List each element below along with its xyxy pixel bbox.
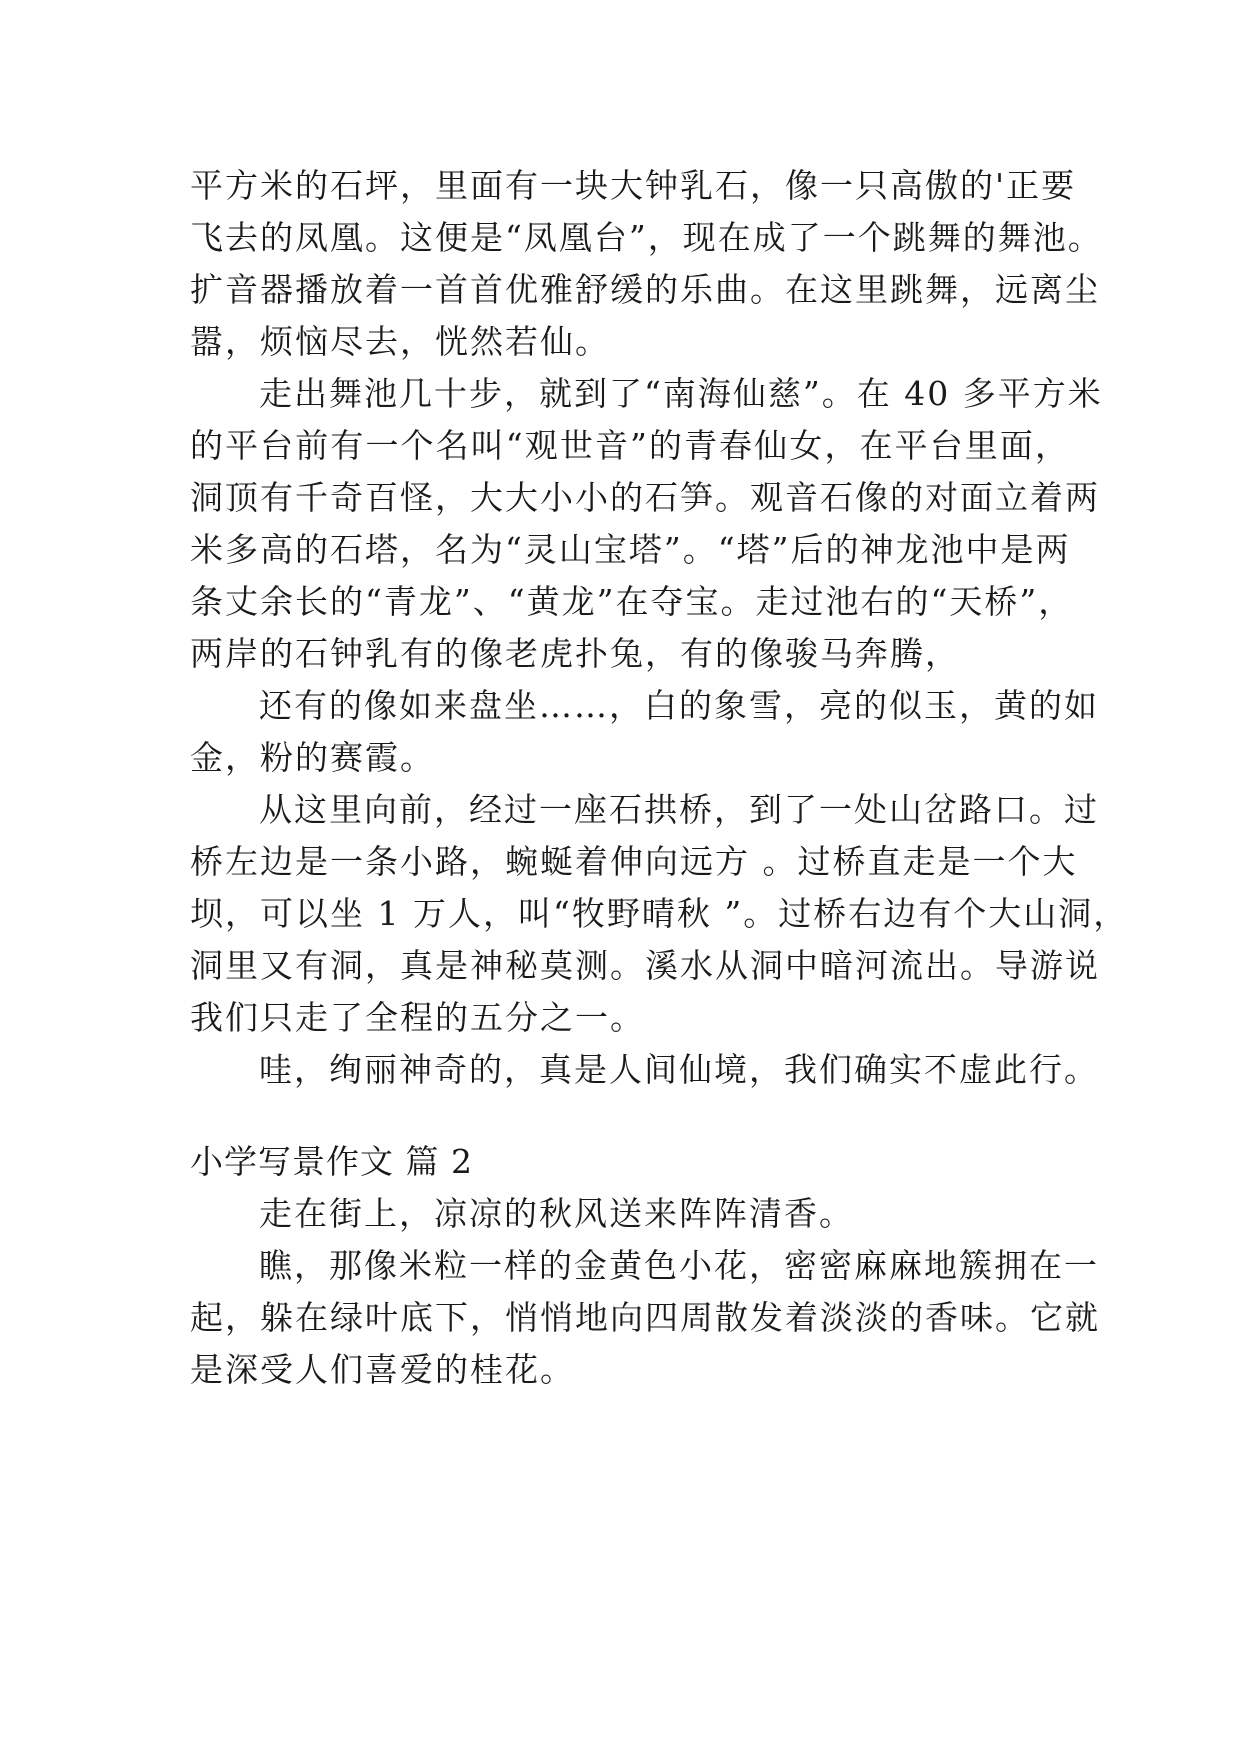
paragraph: [190, 160, 1103, 368]
text-line: 的平台前有一个名叫“观世音”的青春仙女，在平台里面，: [190, 426, 1070, 465]
text-line: 从这里向前，经过一座石拱桥，到了一处山岔路口。过: [259, 790, 1099, 829]
text-line: 我们只走了全程的五分之一。: [190, 998, 645, 1037]
text-line: 是深受人们喜爱的桂花。: [190, 1350, 575, 1389]
text-line: 条丈余长的“青龙”、“黄龙”在夺宝。走过池右的“天桥”，: [190, 582, 1074, 621]
text-line: 洞里又有洞，真是神秘莫测。溪水从洞中暗河流出。导游说: [190, 946, 1100, 985]
paragraph: [190, 784, 1129, 1044]
document-page: [190, 160, 1129, 1396]
text-line: 米多高的石塔，名为“灵山宝塔”。“塔”后的神龙池中是两: [190, 530, 1071, 569]
text-line: 瞧，那像米粒一样的金黄色小花，密密麻麻地簇拥在一: [259, 1246, 1099, 1285]
text-line: 两岸的石钟乳有的像老虎扑兔，有的像骏马奔腾，: [190, 634, 960, 673]
text-line: 扩音器播放着一首首优雅舒缓的乐曲。在这里跳舞，远离尘: [190, 270, 1100, 309]
text-line: 飞去的凤凰。这便是“凤凰台”，现在成了一个跳舞的舞池。: [190, 218, 1103, 257]
paragraph: [190, 368, 1103, 680]
section-heading: 小学写景作文 篇 2: [190, 1142, 473, 1181]
text-line: 洞顶有千奇百怪，大大小小的石笋。观音石像的对面立着两: [190, 478, 1100, 517]
paragraph: [190, 1240, 1100, 1396]
text-line: 平方米的石坪，里面有一块大钟乳石，像一只高傲的'正要: [190, 166, 1077, 205]
text-line: 起，躲在绿叶底下，悄悄地向四周散发着淡淡的香味。它就: [190, 1298, 1100, 1337]
text-line: 桥左边是一条小路，蜿蜒着伸向远方 。过桥直走是一个大: [190, 842, 1078, 881]
paragraph: [190, 680, 1099, 784]
text-line: 嚣，烦恼尽去，恍然若仙。: [190, 322, 610, 361]
text-line: 走在街上，凉凉的秋风送来阵阵清香。: [259, 1194, 854, 1233]
paragraph: [190, 1044, 1099, 1096]
text-line: 坝，可以坐 1 万人，叫“牧野晴秋 ”。过桥右边有个大山洞，: [190, 894, 1129, 933]
text-line: 走出舞池几十步，就到了“南海仙慈”。在 40 多平方米: [259, 374, 1103, 413]
text-line: 哇，绚丽神奇的，真是人间仙境，我们确实不虚此行。: [259, 1050, 1099, 1089]
text-line: 还有的像如来盘坐……，白的象雪，亮的似玉，黄的如: [259, 686, 1099, 725]
text-line: 金，粉的赛霞。: [190, 738, 435, 777]
paragraph: [190, 1188, 1070, 1240]
